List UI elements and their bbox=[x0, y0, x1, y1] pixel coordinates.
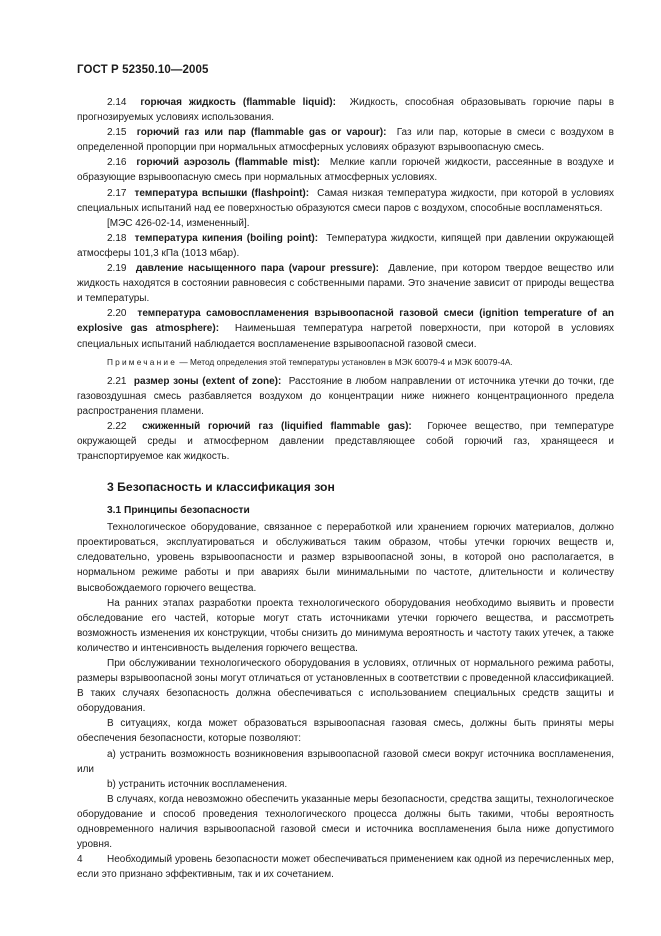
note-label: Примечание bbox=[107, 356, 178, 367]
definition-2-22: 2.22 сжиженный горючий газ (liquified flammable gas): Горючее вещество, при температуре окружающей среды и атмосферном давлении представляющее собой горючий газ, хранящееся и транспортируемое как жидкость. bbox=[77, 420, 614, 463]
paragraph: На ранних этапах разработки проекта технологического оборудования необходимо выявить и провести обследование его частей, которые могут стать источниками утечки горючего вещества, и рассмотреть возможность изменения их конструкции, чтобы снизить до минимума вероятность и частоту таких утечек, а также количество и интенсивность выделения горючего вещества. bbox=[77, 597, 614, 654]
document-header: ГОСТ Р 52350.10—2005 bbox=[77, 64, 209, 76]
paragraph: В случаях, когда невозможно обеспечить указанные меры безопасности, средства защиты, технологическое оборудование и способ проведения технологического процесса должны быть такими, чтобы вероятность одновременного наличия взрывоопасной газовой смеси и источника воспламенения была ниже допустимого уровня. bbox=[77, 793, 614, 851]
subsection-title: 3.1 Принципы безопасности bbox=[107, 505, 250, 517]
list-item: b) устранить источник воспламенения. bbox=[107, 778, 288, 790]
document-body bbox=[77, 95, 614, 882]
paragraph: При обслуживании технологического оборудования в условиях, отличных от нормального режима работы, размеры взрывоопасной зоны могут отличаться от установленных в соответствии с проведенной классификацией. В таких случаях безопасность должна обеспечиваться с использованием специальных средств защиты и оборудования. bbox=[77, 658, 614, 715]
definition-2-21: 2.21 размер зоны (extent of zone): Расстояние в любом направлении от источника утечки до точки, где газовоздушная смесь разбавляется воздухом до концентрации ниже нижнего концентрационного предела распространения пламени. bbox=[77, 375, 615, 417]
paragraph: Необходимый уровень безопасности может обеспечиваться применением как одной из перечисленных мер, если это признано эффективным, так и их сочетанием. bbox=[77, 854, 614, 881]
definition-2-15: 2.15 горючий газ или пар (flammable gas or vapour): Газ или пар, которые в смеси с воздухом в определенной пропорции при нормальных атмосферных условиях образуют взрывоопасную смесь. bbox=[77, 127, 614, 154]
definition-2-18: 2.18 температура кипения (boiling point): Температура жидкости, кипящей при давлении окружающей атмосферы 101,3 кПа (1013 мбар). bbox=[77, 232, 614, 259]
definition-reference: [МЭС 426-02-14, измененный]. bbox=[107, 217, 250, 229]
page-number: 4 bbox=[77, 854, 83, 865]
definition-2-17: 2.17 температура вспышки (flashpoint): Самая низкая температура жидкости, при которой в условиях специальных испытаний над ее поверхностью образуются смеси паров с воздухом, способные воспламеняться. bbox=[77, 187, 615, 214]
note-text: — Метод определения этой температуры установлен в МЭК 60079-4 и МЭК 60079-4А. bbox=[179, 356, 513, 367]
definition-2-20: 2.20 температура самовоспламенения взрывоопасной газовой смеси (ignition temperature of an explosive gas atmosphere): Наименьшая температура нагретой поверхности, при которой в условиях специальных испытаний наблюдается воспламенение взрывоопасной газовой смеси. bbox=[77, 308, 614, 350]
definition-2-14: 2.14 горючая жидкость (flammable liquid): Жидкость, способная образовывать горючие пары в прогнозируемых условиях использования. bbox=[77, 97, 615, 124]
definition-2-19: 2.19 давление насыщенного пара (vapour pressure): Давление, при котором твердое вещество или жидкость находятся в состоянии равновесия с собственными парами. Это значение зависит от природы вещества и температуры. bbox=[77, 263, 615, 305]
definition-2-16: 2.16 горючий аэрозоль (flammable mist): Мелкие капли горючей жидкости, рассеянные в воздухе и образующие взрывоопасную смесь при нормальных атмосферных условиях. bbox=[77, 157, 614, 184]
paragraph: Технологическое оборудование, связанное с переработкой или хранением горючих материалов, должно проектироваться, эксплуатироваться и обслуживаться таким образом, чтобы утечки горючих веществ и, следовательно, уровень взрывоопасности и размер взрывоопасной зоны, в которой оно располагается, в нормальном режиме работы и при авариях были минимальными по частоте, длительности и количеству высвобождаемого горючего вещества. bbox=[77, 522, 614, 594]
section-title: 3 Безопасность и классификация зон bbox=[107, 480, 335, 495]
note bbox=[77, 355, 614, 369]
paragraph: В ситуациях, когда может образоваться взрывоопасная газовая смесь, должны быть приняты меры обеспечения безопасности, которые позволяют: bbox=[77, 718, 614, 745]
list-item: а) устранить возможность возникновения взрывоопасной газовой смеси вокруг источника воспламенения, или bbox=[77, 748, 614, 775]
